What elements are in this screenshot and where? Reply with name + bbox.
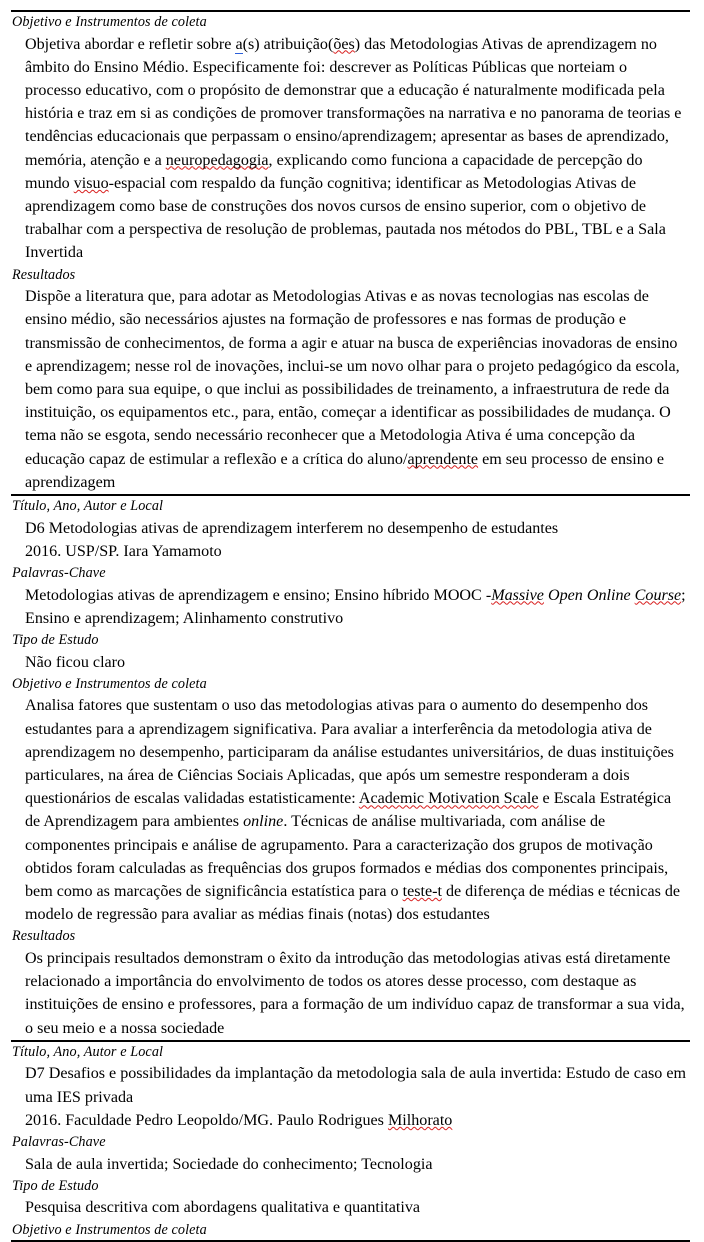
spellcheck-mark: Milhorato	[387, 1111, 453, 1129]
field-objetivo	[11, 12, 690, 265]
field-body: Analisa fatores que sustentam o uso das metodologias ativas para o aumento do desempenho dos estudantes para a aprendizagem significativa. Para avaliar a interferência da metodologia ativa de aprendizagem no desempenho, participaram da análise estudantes universitários, de duas instituições particulares, na área de Ciências Sociais Aplicadas, que após um semestre responderam a dois questionários de escalas validadas estatisticamente: Academic Motivation Scale e Escala Estratégica de Aprendizagem para ambientes online. Técnicas de análise multivariada, com análise de componentes principais e análise de agrupamento. Para a caracterização dos grupos de motivação obtidos foram calculadas as frequências dos grupos formados e médias dos componentes principais, bem como as marcações de significância estatística para o teste-t de diferença de médias e técnicas de modelo de regressão para avaliar as médias finais (notas) dos estudantes	[25, 697, 681, 924]
spellcheck-mark: neuropedagogia	[165, 151, 269, 169]
field-body: Metodologias ativas de aprendizagem e ensino; Ensino híbrido MOOC -Massive Open Online Course; Ensino e aprendizagem; Alinhamento construtivo	[25, 586, 686, 627]
field-palavras_chave	[11, 1132, 690, 1176]
field-label: Palavras-Chave	[12, 565, 106, 582]
table-row	[11, 494, 690, 1040]
spellcheck-mark: Academic Motivation Scale	[358, 790, 539, 808]
field-body: D6 Metodologias ativas de aprendizagem interferem no desempenho de estudantes 2016. USP/SP. Iara Yamamoto	[25, 519, 559, 560]
field-objetivo	[11, 1220, 690, 1241]
field-label: Tipo de Estudo	[12, 632, 99, 649]
summary-table	[11, 10, 690, 1242]
spellcheck-mark: Massive	[491, 586, 544, 604]
spellcheck-mark: visuo	[73, 174, 109, 192]
spellcheck-mark: aprendente	[407, 450, 479, 468]
field-body: D7 Desafios e possibilidades da implantação da metodologia sala de aula invertida: Estudo de caso em uma IES privada 2016. Faculdade Pedro Leopoldo/MG. Paulo Rodrigues Milhorato	[25, 1065, 686, 1129]
field-palavras_chave	[11, 563, 690, 630]
grammar-mark: a	[235, 35, 243, 53]
field-titulo	[11, 1042, 690, 1132]
field-body: Objetiva abordar e refletir sobre a(s) atribuição(ões) das Metodologias Ativas de aprendizagem no âmbito do Ensino Médio. Especificamente foi: descrever as Políticas Públicas que norteiam o processo educativo, com o propósito de demonstrar que a educação é naturalmente modificada pela história e traz em si as condições de promover transformações na narrativa e no panorama de teorias e tendências educacionais que perpassam o ensino/aprendizagem; apresentar as bases de aprendizado, memória, atenção e a neuropedagogia, explicando como funciona a capacidade de percepção do mundo visuo-espacial com respaldo da função cognitiva; identificar as Metodologias Ativas de aprendizagem como base de construções dos novos cursos de ensino superior, com o objetivo de trabalhar com a perspectiva de resolução de problemas, pautada nos métodos do PBL, TBL e a Sala Invertida	[25, 35, 682, 262]
field-label: Objetivo e Instrumentos de coleta	[12, 675, 207, 692]
field-label: Título, Ano, Autor e Local	[12, 1043, 164, 1060]
field-tipo_estudo	[11, 630, 690, 674]
field-objetivo	[11, 674, 690, 927]
table-row	[11, 1040, 690, 1240]
spellcheck-mark: ões	[333, 35, 355, 53]
field-body: Pesquisa descritiva com abordagens qualitativa e quantitativa	[25, 1199, 421, 1217]
field-label: Tipo de Estudo	[12, 1177, 99, 1194]
field-titulo	[11, 496, 690, 563]
field-body: Dispõe a literatura que, para adotar as Metodologias Ativas e as novas tecnologias nas escolas de ensino médio, são necessários ajustes na formação de professores e nas formas de produção e transmissão de conhecimentos, de forma a agir e atuar na busca de experiências inovadoras de ensino e aprendizagem; nesse rol de inovações, inclui-se um novo olhar para o projeto pedagógico da escola, bem como para sua equipe, o que inclui as possibilidades de treinamento, a infraestrutura de rede da instituição, os equipamentos etc., para, então, começar a identificar as possibilidades de mudança. O tema não se esgota, sendo necessário reconhecer que a Metodologia Ativa é uma concepção da educação capaz de estimular a reflexão e a crítica do aluno/aprendente em seu processo de ensino e aprendizagem	[25, 288, 680, 491]
field-resultados	[11, 265, 690, 494]
field-label: Resultados	[12, 928, 76, 945]
table-row	[11, 12, 690, 494]
field-label: Objetivo e Instrumentos de coleta	[12, 1221, 207, 1238]
spellcheck-mark: Course	[634, 586, 682, 604]
field-label: Resultados	[12, 266, 76, 283]
field-resultados	[11, 926, 690, 1039]
field-body: Não ficou claro	[25, 653, 126, 671]
field-tipo_estudo	[11, 1176, 690, 1220]
field-label: Objetivo e Instrumentos de coleta	[12, 14, 207, 30]
field-body: Sala de aula invertida; Sociedade do conhecimento; Tecnologia	[25, 1155, 433, 1173]
spellcheck-mark: teste-t	[402, 883, 442, 901]
field-body: Os principais resultados demonstram o êxito da introdução das metodologias ativas está diretamente relacionado a importância do envolvimento de todos os atores desse processo, com destaque as instituições de ensino e professores, para a formação de um indivíduo capaz de transformar a sua vida, o seu meio e a nossa sociedade	[25, 950, 685, 1037]
field-label: Título, Ano, Autor e Local	[12, 498, 164, 515]
field-label: Palavras-Chave	[12, 1134, 106, 1151]
